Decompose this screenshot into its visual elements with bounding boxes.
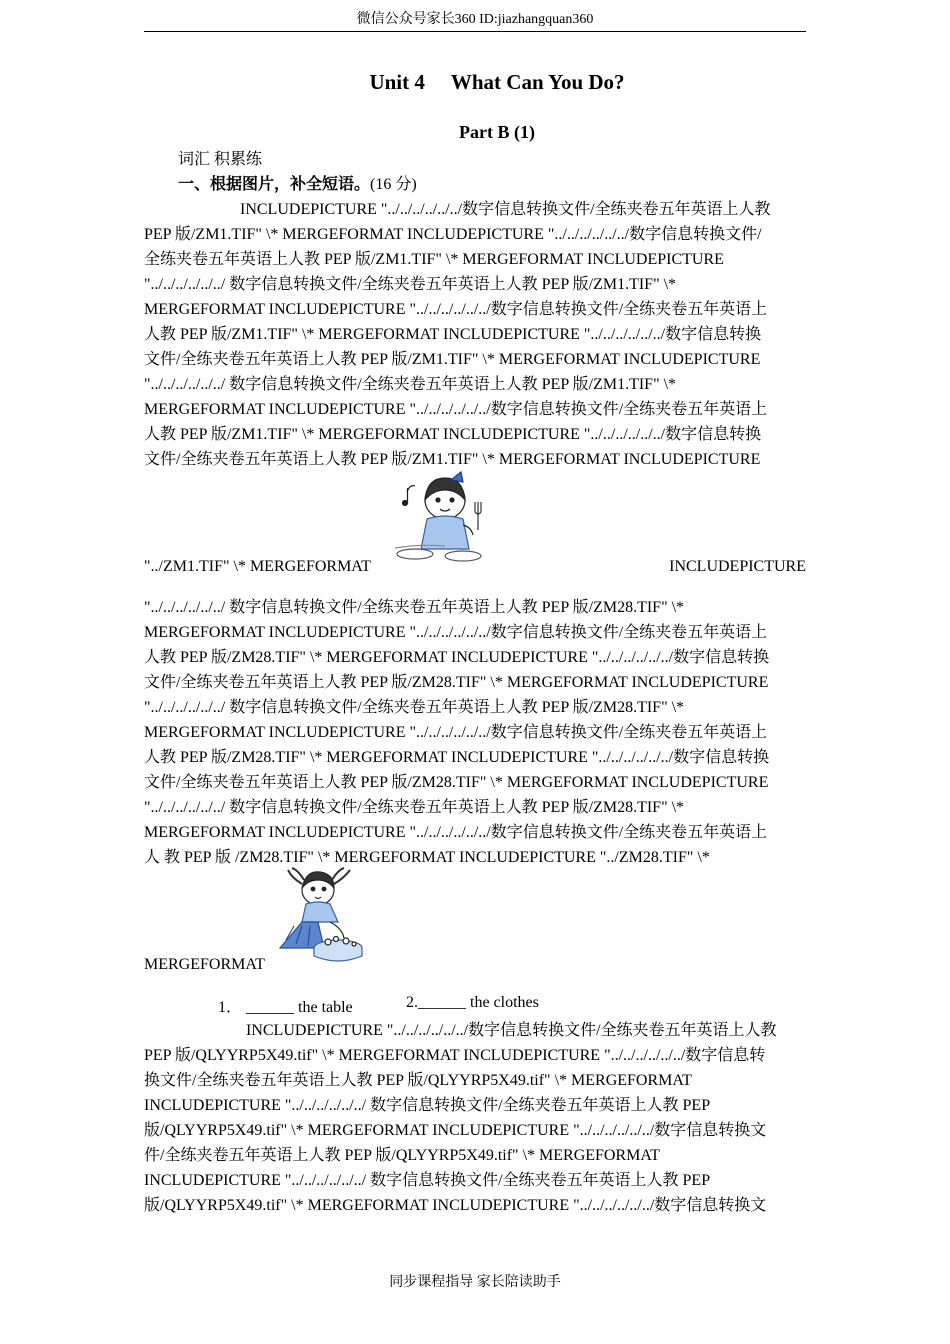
unit-number: Unit 4 [369, 70, 425, 94]
question-heading [178, 172, 840, 197]
field-code-line: "../../../../../../ 数字信息转换文件/全练夹卷五年英语上人教 PEP 版/ZM28.TIF" \* [144, 699, 685, 716]
field-code-line: 人教 PEP 版/ZM1.TIF" \* MERGEFORMAT INCLUDEPICTURE "../../../../../../数字信息转换 [144, 326, 762, 343]
field-code-line: 换文件/全练夹卷五年英语上人教 PEP 版/QLYYRP5X49.tif" \* MERGEFORMAT [144, 1072, 692, 1089]
field-code-line: INCLUDEPICTURE "../../../../../../ 数字信息转换文件/全练夹卷五年英语上人教 PEP [144, 1172, 711, 1189]
field-code-line: 全练夹卷五年英语上人教 PEP 版/ZM1.TIF" \* MERGEFORMAT INCLUDEPICTURE [144, 251, 724, 268]
field-code-line: INCLUDEPICTURE "../../../../../../数字信息转换文件/全练夹卷五年英语上人教 [246, 1022, 777, 1039]
page-footer: 同步课程指导 家长陪读助手 [389, 1275, 561, 1290]
page-header [144, 9, 806, 32]
unit-name: What Can You Do? [450, 70, 625, 94]
field-code-line: 人教 PEP 版/ZM1.TIF" \* MERGEFORMAT INCLUDEPICTURE "../../../../../../数字信息转换 [144, 426, 762, 443]
exercise-text: the clothes [470, 994, 539, 1011]
field-code-line: 件/全练夹卷五年英语上人教 PEP 版/QLYYRP5X49.tif" \* MERGEFORMAT [144, 1147, 660, 1164]
exercise-number: 1． [218, 999, 243, 1016]
field-code-fragment: INCLUDEPICTURE [669, 558, 806, 575]
field-code-fragment: "../ZM1.TIF" \* MERGEFORMAT [144, 558, 371, 575]
field-code-line: PEP 版/QLYYRP5X49.tif" \* MERGEFORMAT INCLUDEPICTURE "../../../../../../数字信息转 [144, 1047, 766, 1064]
header-text: 微信公众号家长360 ID:jiazhangquan360 [356, 12, 594, 27]
field-code-line: MERGEFORMAT [144, 956, 265, 973]
field-code-line: 版/QLYYRP5X49.tif" \* MERGEFORMAT INCLUDEPICTURE "../../../../../../数字信息转换文 [144, 1197, 767, 1214]
field-code-line: "../../../../../../ 数字信息转换文件/全练夹卷五年英语上人教 PEP 版/ZM1.TIF" \* [144, 376, 677, 393]
field-code-line: 人教 PEP 版/ZM28.TIF" \* MERGEFORMAT INCLUDEPICTURE "../../../../../../数字信息转换 [144, 749, 770, 766]
field-code-line: 文件/全练夹卷五年英语上人教 PEP 版/ZM28.TIF" \* MERGEFORMAT INCLUDEPICTURE [144, 674, 769, 691]
field-code-line: 人教 PEP 版/ZM28.TIF" \* MERGEFORMAT INCLUDEPICTURE "../../../../../../数字信息转换 [144, 649, 770, 666]
field-code-line-split [144, 554, 806, 579]
exercise-item [406, 994, 539, 1012]
question-label: 一、根据图片，补全短语。 [178, 176, 371, 193]
field-code-line: MERGEFORMAT INCLUDEPICTURE "../../../../../../数字信息转换文件/全练夹卷五年英语上 [144, 624, 768, 641]
field-code-line: "../../../../../../ 数字信息转换文件/全练夹卷五年英语上人教 PEP 版/ZM28.TIF" \* [144, 799, 685, 816]
part-heading: Part B (1) [459, 122, 535, 142]
exercise-text: the table [298, 999, 353, 1016]
field-code-line: INCLUDEPICTURE "../../../../../../数字信息转换文件/全练夹卷五年英语上人教 [240, 201, 771, 218]
field-code-line: 文件/全练夹卷五年英语上人教 PEP 版/ZM28.TIF" \* MERGEFORMAT INCLUDEPICTURE [144, 774, 769, 791]
answer-blank[interactable]: ______ [246, 999, 295, 1016]
field-code-line: INCLUDEPICTURE "../../../../../../ 数字信息转换文件/全练夹卷五年英语上人教 PEP [144, 1097, 711, 1114]
section-label: 词汇 积累练 [178, 151, 263, 168]
field-code-line: 人 教 PEP 版 /ZM28.TIF" \* MERGEFORMAT INCLUDEPICTURE "../ZM28.TIF" \* [144, 849, 710, 866]
question-points: (16 分) [370, 176, 417, 193]
field-code-line: MERGEFORMAT INCLUDEPICTURE "../../../../../../数字信息转换文件/全练夹卷五年英语上 [144, 724, 768, 741]
field-code-line: PEP 版/ZM1.TIF" \* MERGEFORMAT INCLUDEPICTURE "../../../../../../数字信息转换文件/ [144, 226, 762, 243]
exercise-item [218, 994, 353, 1017]
field-code-line: "../../../../../../ 数字信息转换文件/全练夹卷五年英语上人教 PEP 版/ZM1.TIF" \* [144, 276, 677, 293]
answer-blank[interactable]: ______ [418, 994, 466, 1011]
field-code-line: 文件/全练夹卷五年英语上人教 PEP 版/ZM1.TIF" \* MERGEFORMAT INCLUDEPICTURE [144, 351, 761, 368]
field-code-line: "../../../../../../ 数字信息转换文件/全练夹卷五年英语上人教 PEP 版/ZM28.TIF" \* [144, 599, 685, 616]
field-code-line: MERGEFORMAT INCLUDEPICTURE "../../../../../../数字信息转换文件/全练夹卷五年英语上 [144, 301, 768, 318]
field-code-line: MERGEFORMAT INCLUDEPICTURE "../../../../../../数字信息转换文件/全练夹卷五年英语上 [144, 824, 768, 841]
field-code-line: 版/QLYYRP5X49.tif" \* MERGEFORMAT INCLUDEPICTURE "../../../../../../数字信息转换文 [144, 1122, 767, 1139]
field-code-line: 文件/全练夹卷五年英语上人教 PEP 版/ZM1.TIF" \* MERGEFORMAT INCLUDEPICTURE [144, 451, 761, 468]
field-code-line: MERGEFORMAT INCLUDEPICTURE "../../../../../../数字信息转换文件/全练夹卷五年英语上 [144, 401, 768, 418]
page-title [144, 70, 850, 95]
exercise-number: 2. [406, 994, 418, 1011]
music-note-icon [407, 486, 415, 492]
